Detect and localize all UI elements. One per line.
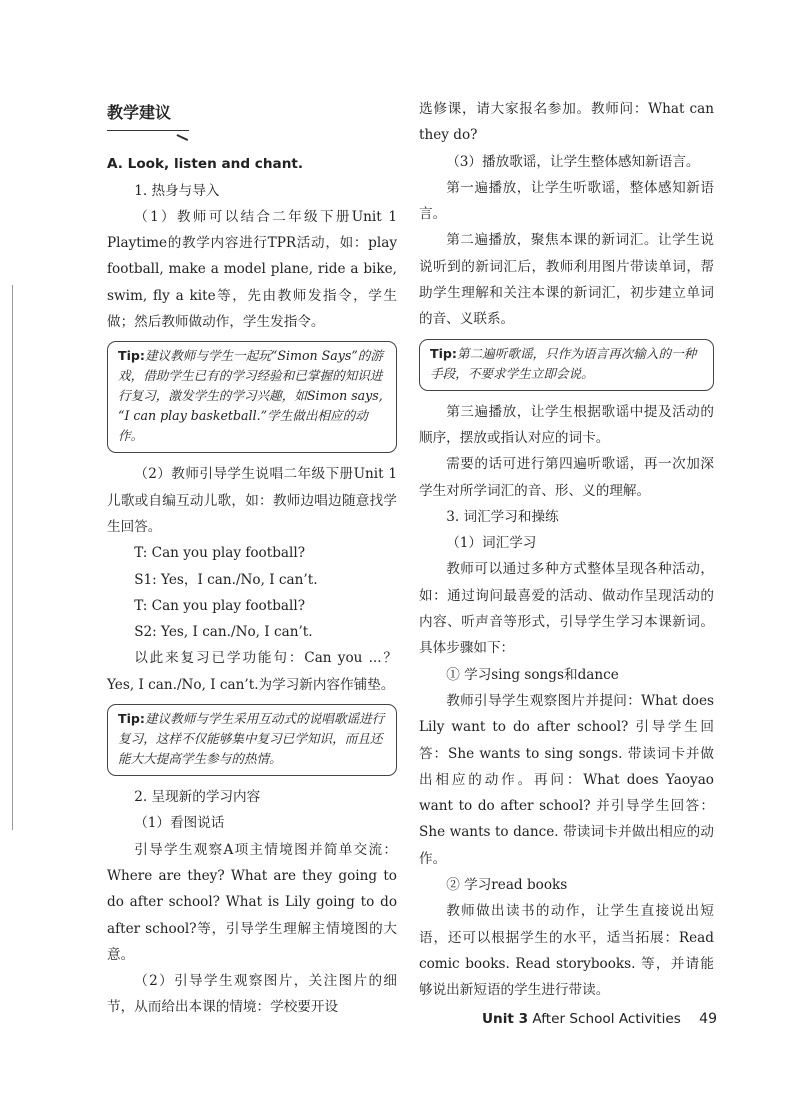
margin-rule <box>12 285 13 830</box>
tip-box <box>107 704 397 776</box>
left-column <box>107 96 397 1021</box>
step-3-title: 3. 词汇学习和操练 <box>446 508 559 525</box>
step-1-title: 1. 热身与导入 <box>134 182 220 199</box>
tip-text: 第二遍听歌谣，只作为语言再次输入的一种手段，不要求学生立即会说。 <box>430 345 697 381</box>
dialogue-line: S2: Yes, I can./No, I can’t. <box>134 624 313 641</box>
dialogue-line: T: Can you play football? <box>134 597 305 614</box>
paragraph: 教师引导学生观察图片并提问：What does Lily want to do after school? 引导学生回答：She wants to sing songs. 带读词卡并做出相应的动作。再问：What does Yaoyao want to do after school? 并引导学生回答：She wants to dance. 带读词卡并做出相应的动作。 <box>419 692 714 867</box>
tip-text: 建议教师与学生一起玩“Simon Says”的游戏，借助学生已有的学习经验和已掌握的知识进行复习，激发学生的学习兴趣，如Simon says, “I can play basketball.”学生做出相应的动作。 <box>118 348 383 444</box>
tip-text: 建议教师与学生采用互动式的说唱歌谣进行复习，这样不仅能够集中复习已学知识，而且还能大大提高学生参与的热情。 <box>118 711 385 767</box>
section-heading: 教学建议 <box>107 100 189 131</box>
page-number: 49 <box>699 1011 717 1027</box>
paragraph: 第二遍播放，聚焦本课的新词汇。让学生说说听到的新词汇后，教师利用图片带读单词，帮助学生理解和关注本课的新词汇，初步建立单词的音、义联系。 <box>419 232 714 328</box>
paragraph: 教师做出读书的动作，让学生直接说出短语，还可以根据学生的水平，适当拓展：Read comic books. Read storybooks. 等，并请能够说出新短语的学生进行带读。 <box>419 903 714 999</box>
footer-unit: Unit 3 <box>482 1011 529 1027</box>
list-item-title: ① 学习sing songs和dance <box>446 666 619 683</box>
dialogue-line: S1: Yes，I can./No, I can’t. <box>134 571 318 588</box>
paragraph: 以此来复习已学功能句：Can you ...？Yes, I can./No, I can’t.为学习新内容作铺垫。 <box>107 650 397 693</box>
section-a-title: A. Look, listen and chant. <box>107 156 304 173</box>
paragraph: （3）播放歌谣，让学生整体感知新语言。 <box>446 153 700 170</box>
step-3-1-title: （1）词汇学习 <box>446 535 537 552</box>
paragraph: （1）教师可以结合二年级下册Unit 1 Playtime的教学内容进行TPR活动，如：play football, make a model plane, ride a bike, swim, fly a kite等，先由教师发指令，学生做；然后教师做动作，学生发指令。 <box>107 208 397 331</box>
page-footer <box>482 1011 717 1027</box>
paragraph: 需要的话可进行第四遍听歌谣，再一次加深学生对所学词汇的音、形、义的理解。 <box>419 456 714 499</box>
paragraph: （2）引导学生观察图片，关注图片的细节，从而给出本课的情境：学校要开设 <box>107 973 397 1016</box>
right-column <box>419 96 714 1004</box>
paragraph: 第一遍播放，让学生听歌谣，整体感知新语言。 <box>419 179 714 223</box>
tip-box <box>419 339 714 391</box>
paragraph: 第三遍播放，让学生根据歌谣中提及活动的顺序，摆放或指认对应的词卡。 <box>419 403 714 446</box>
tip-label: Tip: <box>118 711 145 727</box>
paragraph: 引导学生观察A项主情境图并简单交流：Where are they? What are they going to do after school? What is Lily going to do after school?等，引导学生理解主情境图的大意。 <box>107 841 397 963</box>
paragraph: 选修课，请大家报名参加。教师问：What can they do? <box>419 101 714 144</box>
tip-box <box>107 341 397 453</box>
step-2-1-title: （1）看图说话 <box>134 815 225 832</box>
paragraph: 教师可以通过多种方式整体呈现各种活动，如：通过询问最喜爱的活动、做动作呈现活动的内容、听声音等形式，引导学生学习本课新词。具体步骤如下： <box>419 561 714 657</box>
tip-label: Tip: <box>118 348 145 364</box>
dialogue-line: T: Can you play football? <box>134 545 305 562</box>
step-2-title: 2. 呈现新的学习内容 <box>134 789 261 806</box>
paragraph: （2）教师引导学生说唱二年级下册Unit 1儿歌或自编互动儿歌，如：教师边唱边随意找学生回答。 <box>107 466 397 535</box>
tip-label: Tip: <box>430 345 457 361</box>
footer-title: After School Activities <box>532 1011 681 1027</box>
list-item-title: ② 学习read books <box>446 877 568 894</box>
